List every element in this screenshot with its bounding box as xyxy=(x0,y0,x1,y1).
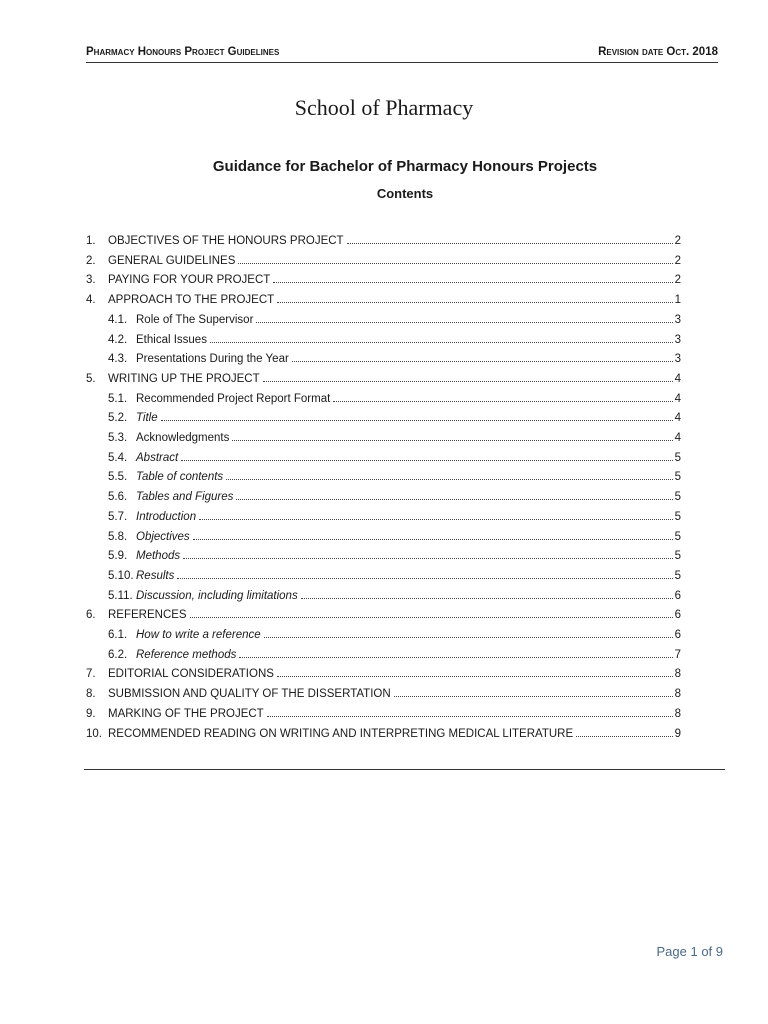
document-title: Guidance for Bachelor of Pharmacy Honours Projects xyxy=(212,158,598,175)
toc-entry[interactable] xyxy=(108,643,681,661)
toc-entry-page: 5 xyxy=(674,550,681,563)
toc-dot-leader xyxy=(226,478,672,480)
toc-entry-page: 6 xyxy=(674,629,681,641)
toc-dot-leader xyxy=(232,439,672,441)
toc-entry-page: 8 xyxy=(674,707,681,720)
header-revision-date: Revision date Oct. 2018 xyxy=(598,46,718,58)
toc-entry[interactable] xyxy=(108,347,681,365)
toc-entry-title: Ethical Issues xyxy=(136,333,207,346)
toc-entry[interactable] xyxy=(86,288,681,306)
toc-dot-leader xyxy=(256,321,672,323)
toc-entry[interactable] xyxy=(108,564,681,582)
toc-dot-leader xyxy=(264,636,673,638)
toc-dot-leader xyxy=(333,400,672,402)
toc-dot-leader xyxy=(193,538,673,540)
toc-entry-page: 1 xyxy=(674,294,681,307)
toc-entry-title: Table of contents xyxy=(136,471,224,484)
toc-entry-title: Methods xyxy=(136,550,181,563)
toc-dot-leader xyxy=(239,656,672,658)
toc-entry[interactable] xyxy=(86,682,681,700)
toc-entry-title: PAYING FOR YOUR PROJECT xyxy=(108,274,271,287)
toc-entry[interactable] xyxy=(86,722,681,740)
toc-entry-number: 5.11. xyxy=(108,589,133,602)
toc-entry-page: 3 xyxy=(674,353,681,366)
toc-entry-page: 3 xyxy=(674,313,681,326)
toc-entry-number: 5.7. xyxy=(108,510,128,523)
toc-entry-title: APPROACH TO THE PROJECT xyxy=(108,294,275,307)
toc-entry-number: 5. xyxy=(86,372,96,385)
toc-entry[interactable] xyxy=(108,426,681,444)
toc-entry-title: Abstract xyxy=(136,451,179,464)
toc-entry-number: 2. xyxy=(86,254,96,267)
toc-entry-number: 4.3. xyxy=(108,353,128,366)
toc-entry-number: 9. xyxy=(86,707,96,720)
section-divider xyxy=(84,769,725,770)
toc-entry-number: 5.4. xyxy=(108,451,128,464)
toc-entry-title: Tables and Figures xyxy=(136,491,234,504)
toc-entry-number: 5.5. xyxy=(108,471,128,484)
toc-dot-leader xyxy=(273,281,672,283)
toc-entry[interactable] xyxy=(86,662,681,680)
toc-entry-title: SUBMISSION AND QUALITY OF THE DISSERTATION xyxy=(108,688,391,701)
toc-entry-title: Introduction xyxy=(136,510,197,523)
toc-entry-number: 5.6. xyxy=(108,491,128,504)
toc-entry-page: 6 xyxy=(674,589,681,602)
toc-entry-page: 2 xyxy=(674,254,681,267)
toc-entry-number: 5.10. xyxy=(108,569,134,582)
toc-entry-title: MARKING OF THE PROJECT xyxy=(108,707,264,720)
toc-dot-leader xyxy=(238,262,672,264)
toc-dot-leader xyxy=(210,341,673,343)
toc-entry[interactable] xyxy=(108,446,681,464)
toc-entry-title: Title xyxy=(136,412,158,425)
toc-entry-page: 4 xyxy=(674,372,681,385)
toc-dot-leader xyxy=(301,597,673,599)
toc-entry-number: 5.1. xyxy=(108,392,128,405)
toc-entry-page: 3 xyxy=(674,333,681,346)
toc-dot-leader xyxy=(263,380,673,382)
page-number: Page 1 of 9 xyxy=(656,944,723,959)
toc-entry[interactable] xyxy=(108,584,681,602)
toc-entry[interactable] xyxy=(108,525,681,543)
toc-entry-page: 5 xyxy=(674,451,681,464)
toc-dot-leader xyxy=(267,715,673,717)
toc-entry[interactable] xyxy=(108,623,681,641)
toc-entry-title: Recommended Project Report Format xyxy=(136,392,331,405)
toc-entry-title: Results xyxy=(136,569,175,582)
toc-dot-leader xyxy=(277,301,672,303)
running-header xyxy=(86,46,718,63)
toc-entry-number: 8. xyxy=(86,688,96,701)
toc-entry[interactable] xyxy=(108,387,681,405)
toc-entry-title: OBJECTIVES OF THE HONOURS PROJECT xyxy=(108,235,344,247)
toc-dot-leader xyxy=(177,577,672,579)
toc-entry-number: 4. xyxy=(86,294,96,307)
toc-dot-leader xyxy=(190,616,673,618)
toc-entry-page: 7 xyxy=(674,648,681,661)
toc-dot-leader xyxy=(183,557,672,559)
toc-entry-title: Reference methods xyxy=(136,648,237,661)
header-document-title: Pharmacy Honours Project Guidelines xyxy=(86,46,280,58)
toc-entry-title: WRITING UP THE PROJECT xyxy=(108,372,260,385)
toc-entry-page: 2 xyxy=(674,235,681,247)
toc-entry-page: 4 xyxy=(674,392,681,405)
toc-entry-title: EDITORIAL CONSIDERATIONS xyxy=(108,668,274,681)
toc-entry-number: 7. xyxy=(86,668,96,681)
toc-entry-page: 4 xyxy=(674,412,681,425)
toc-entry-number: 6. xyxy=(86,609,96,622)
toc-dot-leader xyxy=(199,518,672,520)
toc-entry[interactable] xyxy=(86,268,681,286)
toc-entry-title: Objectives xyxy=(136,530,190,543)
contents-heading: Contents xyxy=(376,186,434,201)
toc-entry[interactable] xyxy=(86,229,681,247)
toc-dot-leader xyxy=(347,242,673,244)
toc-entry-page: 5 xyxy=(674,530,681,543)
toc-entry[interactable] xyxy=(86,249,681,267)
toc-entry-title: Role of The Supervisor xyxy=(136,313,254,326)
toc-entry-title: How to write a reference xyxy=(136,629,261,641)
toc-entry[interactable] xyxy=(108,328,681,346)
toc-dot-leader xyxy=(576,735,672,737)
toc-entry-page: 8 xyxy=(674,668,681,681)
toc-entry-page: 6 xyxy=(674,609,681,622)
school-title: School of Pharmacy xyxy=(294,95,474,120)
toc-entry-page: 2 xyxy=(674,274,681,287)
toc-entry-number: 10. xyxy=(86,727,102,740)
toc-entry-title: GENERAL GUIDELINES xyxy=(108,254,236,267)
toc-entry-page: 4 xyxy=(674,432,681,444)
toc-dot-leader xyxy=(181,459,672,461)
toc-entry-number: 5.8. xyxy=(108,530,128,543)
toc-entry-number: 5.2. xyxy=(108,412,128,425)
toc-entry-page: 5 xyxy=(674,491,681,504)
toc-entry-number: 4.1. xyxy=(108,313,128,326)
toc-dot-leader xyxy=(394,695,673,697)
toc-entry[interactable] xyxy=(86,603,681,621)
toc-dot-leader xyxy=(277,675,673,677)
toc-entry-page: 5 xyxy=(674,510,681,523)
toc-entry[interactable] xyxy=(108,308,681,326)
toc-entry[interactable] xyxy=(108,485,681,503)
toc-entry-number: 5.3. xyxy=(108,432,128,444)
toc-entry-number: 1. xyxy=(86,235,96,247)
toc-entry-number: 4.2. xyxy=(108,333,128,346)
toc-dot-leader xyxy=(236,498,672,500)
toc-entry-title: Discussion, including limitations xyxy=(136,589,298,602)
toc-entry-page: 8 xyxy=(674,688,681,701)
toc-entry-page: 5 xyxy=(674,471,681,484)
toc-entry[interactable] xyxy=(86,702,681,720)
toc-dot-leader xyxy=(292,360,673,362)
toc-entry[interactable] xyxy=(108,505,681,523)
toc-entry-title: Acknowledgments xyxy=(136,432,230,444)
toc-entry-number: 3. xyxy=(86,274,96,287)
toc-dot-leader xyxy=(161,419,673,421)
toc-entry-title: RECOMMENDED READING ON WRITING AND INTERPRETING MEDICAL LITERATURE xyxy=(108,727,574,740)
toc-entry-number: 5.9. xyxy=(108,550,128,563)
toc-entry[interactable] xyxy=(108,544,681,562)
toc-entry-title: REFERENCES xyxy=(108,609,187,622)
toc-entry[interactable] xyxy=(86,367,681,385)
toc-entry-page: 9 xyxy=(674,727,681,740)
toc-entry-number: 6.1. xyxy=(108,629,128,641)
toc-entry[interactable] xyxy=(108,406,681,424)
toc-entry[interactable] xyxy=(108,465,681,483)
toc-entry-title: Presentations During the Year xyxy=(136,353,289,366)
toc-entry-number: 6.2. xyxy=(108,648,128,661)
toc-entry-page: 5 xyxy=(674,569,681,582)
